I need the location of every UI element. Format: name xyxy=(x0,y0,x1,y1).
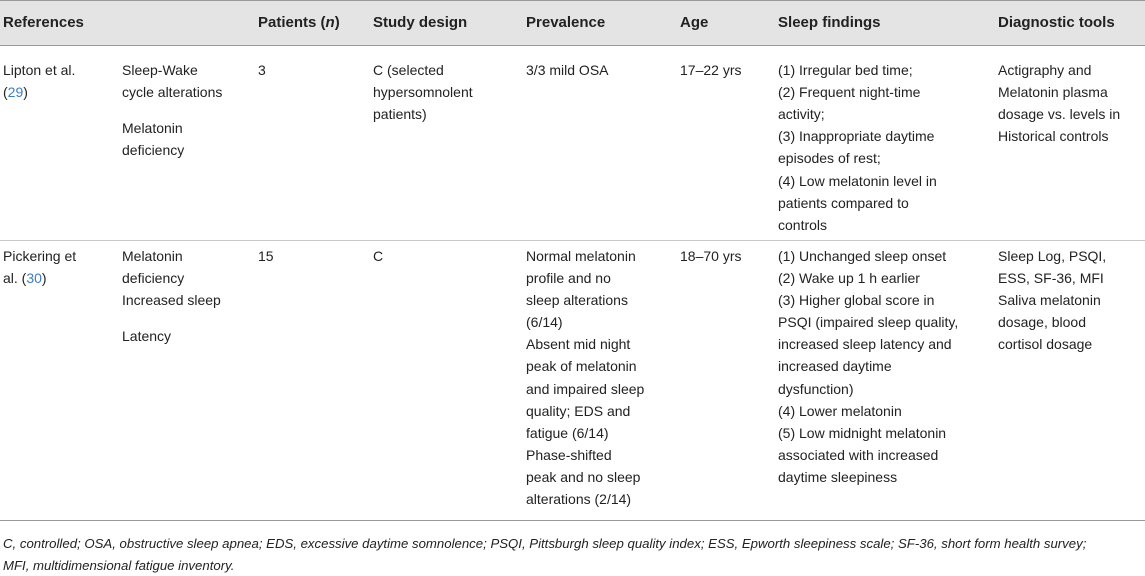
finding-line: daytime sleepiness xyxy=(778,468,898,485)
age-cell: 17–22 yrs xyxy=(680,62,742,78)
prevalence-line: Normal melatonin xyxy=(526,247,636,264)
reference-cell xyxy=(0,46,122,241)
findings-cell xyxy=(778,46,998,241)
header-prevalence: Prevalence xyxy=(526,1,680,46)
finding-line: (2) Wake up 1 h earlier xyxy=(778,269,920,286)
patients-cell: 3 xyxy=(258,62,266,78)
design-line: hypersomnolent xyxy=(373,84,473,101)
header-patients-n: n xyxy=(325,14,335,32)
table-footnote xyxy=(0,521,1145,576)
tool-line: Sleep Log, PSQI, xyxy=(998,247,1107,264)
finding-line: (3) Inappropriate daytime xyxy=(778,128,935,145)
header-patients xyxy=(258,1,373,46)
finding-line: increased sleep latency and xyxy=(778,336,952,353)
topic-cell xyxy=(122,46,258,241)
prevalence-line: Phase-shifted xyxy=(526,446,612,463)
prevalence-line: profile and no xyxy=(526,269,611,286)
prevalence-line: fatigue (6/14) xyxy=(526,424,609,441)
topic-line: Melatonin xyxy=(122,247,183,264)
tool-line: dosage, blood xyxy=(998,314,1086,331)
header-diagnostic-tools: Diagnostic tools xyxy=(998,1,1145,46)
topic-line: deficiency xyxy=(122,269,185,286)
prevalence-line: (6/14) xyxy=(526,314,563,331)
finding-line: associated with increased xyxy=(778,446,939,463)
topic-line: Melatonin xyxy=(122,120,183,137)
finding-line: increased daytime xyxy=(778,358,892,375)
tools-cell xyxy=(998,46,1145,241)
prevalence-line: peak and no sleep xyxy=(526,468,641,485)
design-line: patients) xyxy=(373,106,427,123)
finding-line: (2) Frequent night-time xyxy=(778,84,921,101)
tool-line: Melatonin plasma xyxy=(998,84,1108,101)
table-row xyxy=(0,240,1145,520)
prevalence-cell xyxy=(526,46,680,241)
tool-line: Historical controls xyxy=(998,128,1109,145)
header-row xyxy=(0,1,1145,46)
header-sleep-findings: Sleep findings xyxy=(778,1,998,46)
citation-link[interactable]: 29 xyxy=(7,84,24,101)
prevalence-cell xyxy=(526,240,680,520)
finding-line: (4) Lower melatonin xyxy=(778,402,902,419)
topic-gap xyxy=(122,311,254,325)
header-references: References xyxy=(0,1,258,46)
finding-line: (4) Low melatonin level in xyxy=(778,172,937,189)
finding-line: (1) Unchanged sleep onset xyxy=(778,247,947,264)
prevalence-line: alterations (2/14) xyxy=(526,491,632,508)
header-patients-prefix: Patients ( xyxy=(258,14,326,32)
tool-line: Saliva melatonin xyxy=(998,292,1101,309)
topic-line: Sleep-Wake xyxy=(122,62,198,78)
header-study-design: Study design xyxy=(373,1,526,46)
prevalence-line: Absent mid night xyxy=(526,336,631,353)
design-cell xyxy=(373,46,526,241)
finding-line: episodes of rest; xyxy=(778,150,881,167)
citation-link[interactable]: 30 xyxy=(26,269,42,286)
topic-line: Latency xyxy=(122,328,172,345)
topic-line: Increased sleep xyxy=(122,292,221,309)
finding-line: PSQI (impaired sleep quality, xyxy=(778,314,959,331)
finding-line: patients compared to xyxy=(778,194,909,211)
tool-line: ESS, SF-36, MFI xyxy=(998,269,1104,286)
tool-line: Actigraphy and xyxy=(998,62,1092,78)
table-row xyxy=(0,46,1145,241)
topic-line: cycle alterations xyxy=(122,84,223,101)
patients-cell: 15 xyxy=(258,247,274,264)
reference-cite-line: al. (30) xyxy=(3,269,47,286)
finding-line: dysfunction) xyxy=(778,380,854,397)
header-patients-suffix: ) xyxy=(334,14,340,32)
prevalence-line: and impaired sleep xyxy=(526,380,645,397)
reference-line: Lipton et al. xyxy=(3,62,76,78)
prevalence-line: peak of melatonin xyxy=(526,358,637,375)
reference-cite-line: (29) xyxy=(3,84,28,101)
design-cell xyxy=(373,240,526,520)
tools-cell xyxy=(998,240,1145,520)
footnote-line: MFI, multidimensional fatigue inventory. xyxy=(3,557,235,573)
finding-line: (3) Higher global score in xyxy=(778,292,935,309)
finding-line: controls xyxy=(778,216,828,233)
finding-line: (5) Low midnight melatonin xyxy=(778,424,947,441)
prevalence-line: sleep alterations xyxy=(526,292,628,309)
tool-line: cortisol dosage xyxy=(998,336,1093,353)
tool-line: dosage vs. levels in xyxy=(998,106,1121,123)
topic-line: deficiency xyxy=(122,142,185,159)
findings-cell xyxy=(778,240,998,520)
design-line: C xyxy=(373,247,384,264)
reference-line-tail: al. ( xyxy=(3,269,27,286)
design-line: C (selected xyxy=(373,62,444,78)
topic-cell xyxy=(122,240,258,520)
topic-gap xyxy=(122,103,254,117)
prevalence-line: 3/3 mild OSA xyxy=(526,62,609,78)
header-age: Age xyxy=(680,1,778,46)
prevalence-line: quality; EDS and xyxy=(526,402,631,419)
reference-cell xyxy=(0,240,122,520)
finding-line: (1) Irregular bed time; xyxy=(778,62,913,78)
reference-line: Pickering et xyxy=(3,247,77,264)
age-cell: 18–70 yrs xyxy=(680,247,742,264)
footnote-line: C, controlled; OSA, obstructive sleep apnea; EDS, excessive daytime somnolence; PSQI, Pittsburgh sleep quality index; ESS, Epworth sleepiness scale; SF-36, short form health survey; xyxy=(3,536,1087,552)
finding-line: activity; xyxy=(778,106,825,123)
